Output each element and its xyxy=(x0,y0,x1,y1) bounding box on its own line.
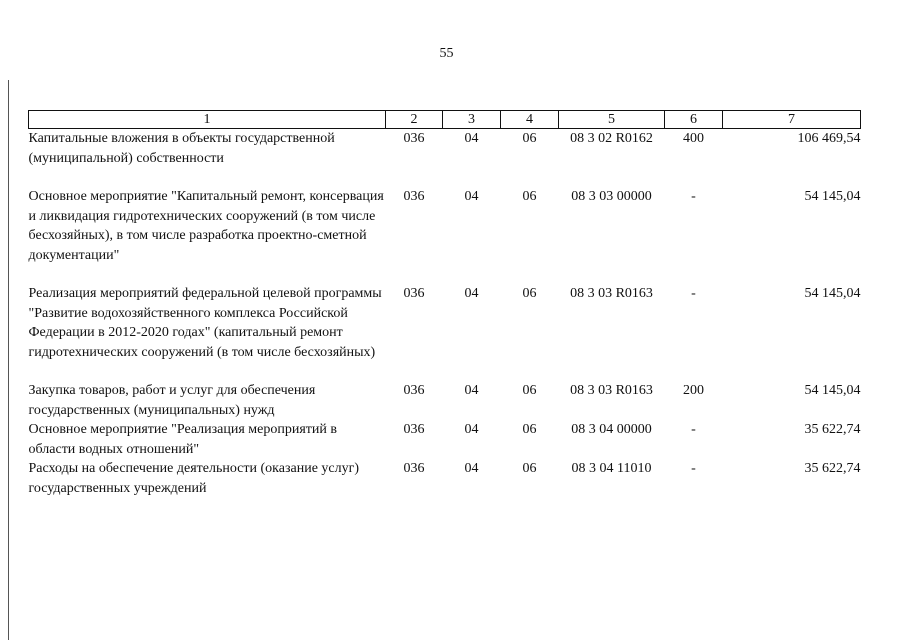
row-expense-type: - xyxy=(691,422,696,437)
page-number: 55 xyxy=(439,46,454,61)
header-cell-3: 3 xyxy=(443,111,501,129)
row-expense-type: - xyxy=(691,286,696,301)
row-description: Основное мероприятие "Капитальный ремонт, консервация и ликвидация гидротехнических сооружений (в том числе бесхозяйных), в том числе разработка проектно-сметной документации" xyxy=(28,189,384,263)
row-subsection-code: 06 xyxy=(522,286,537,301)
row-expense-type: 400 xyxy=(683,131,704,146)
row-expense-type: 200 xyxy=(683,383,704,398)
row-amount: 54 145,04 xyxy=(804,383,861,398)
row-ministry-code: 036 xyxy=(403,286,425,301)
row-amount: 54 145,04 xyxy=(804,286,861,301)
row-amount: 35 622,74 xyxy=(804,422,861,437)
row-target-code: 08 3 03 R0163 xyxy=(570,286,653,301)
row-ministry-code: 036 xyxy=(403,383,425,398)
row-description: Закупка товаров, работ и услуг для обеспечения государственных (муниципальных) нужд xyxy=(28,383,316,418)
row-ministry-code: 036 xyxy=(403,422,425,437)
row-section-code: 04 xyxy=(464,131,479,146)
left-margin-rule xyxy=(8,80,9,640)
header-cell-4: 4 xyxy=(501,111,559,129)
budget-table xyxy=(28,110,861,499)
table-row xyxy=(29,420,861,459)
row-subsection-code: 06 xyxy=(522,461,537,476)
row-amount: 54 145,04 xyxy=(804,189,861,204)
row-description: Реализация мероприятий федеральной целевой программы "Развитие водохозяйственного комплекса Российской Федерации в 2012-2020 годах" (капитальный ремонт гидротехнических сооружений (в том числе бесхозяйных) xyxy=(28,286,382,360)
row-description: Расходы на обеспечение деятельности (оказание услуг) государственных учреждений xyxy=(28,461,360,496)
row-target-code: 08 3 04 00000 xyxy=(571,422,652,437)
header-cell-2: 2 xyxy=(386,111,443,129)
row-section-code: 04 xyxy=(464,286,479,301)
row-amount: 35 622,74 xyxy=(804,461,861,476)
row-target-code: 08 3 03 R0163 xyxy=(570,383,653,398)
header-row xyxy=(29,111,861,129)
row-ministry-code: 036 xyxy=(403,461,425,476)
header-cell-7: 7 xyxy=(723,111,861,129)
table-row xyxy=(29,284,861,381)
row-subsection-code: 06 xyxy=(522,422,537,437)
row-subsection-code: 06 xyxy=(522,189,537,204)
table-row xyxy=(29,187,861,284)
row-section-code: 04 xyxy=(464,383,479,398)
row-section-code: 04 xyxy=(464,461,479,476)
row-expense-type: - xyxy=(691,461,696,476)
row-description: Основное мероприятие "Реализация мероприятий в области водных отношений" xyxy=(28,422,338,457)
header-cell-1: 1 xyxy=(29,111,386,129)
table-row xyxy=(29,381,861,420)
row-subsection-code: 06 xyxy=(522,131,537,146)
row-ministry-code: 036 xyxy=(403,189,425,204)
row-amount: 106 469,54 xyxy=(797,131,861,146)
row-subsection-code: 06 xyxy=(522,383,537,398)
header-cell-5: 5 xyxy=(559,111,665,129)
row-section-code: 04 xyxy=(464,189,479,204)
table-row xyxy=(29,459,861,499)
row-target-code: 08 3 04 11010 xyxy=(571,461,652,476)
row-expense-type: - xyxy=(691,189,696,204)
row-target-code: 08 3 02 R0162 xyxy=(570,131,653,146)
header-cell-6: 6 xyxy=(665,111,723,129)
table-row xyxy=(29,129,861,188)
row-section-code: 04 xyxy=(464,422,479,437)
row-description: Капитальные вложения в объекты государственной (муниципальной) собственности xyxy=(28,131,335,166)
row-target-code: 08 3 03 00000 xyxy=(571,189,652,204)
row-ministry-code: 036 xyxy=(403,131,425,146)
